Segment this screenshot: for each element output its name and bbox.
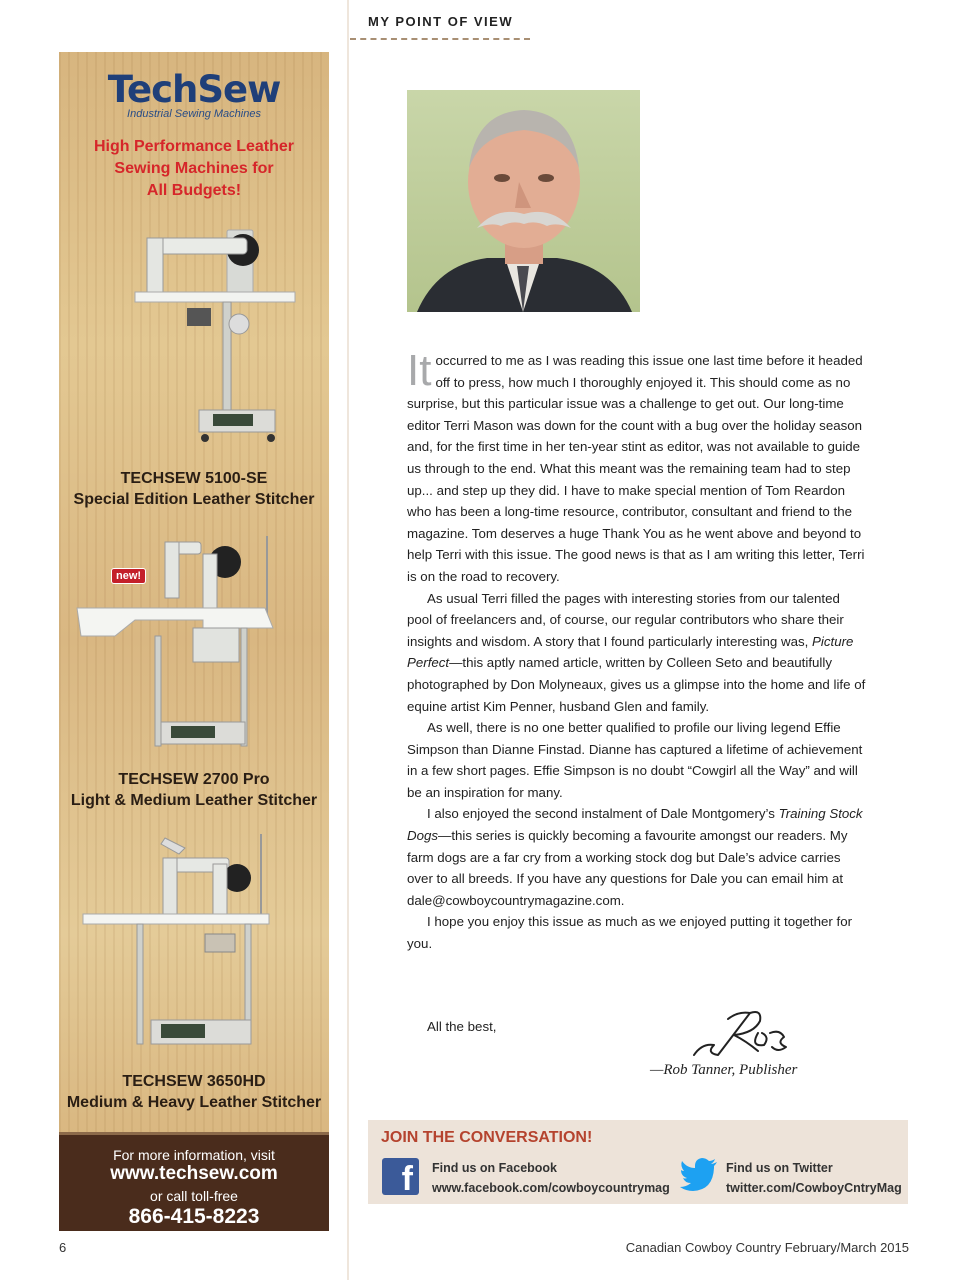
letter-paragraph-1-text: occurred to me as I was reading this issue one last time before it headed off to press, how much I thoroughly enjoyed it. This should come as no surprise, but this particular issue was a challenge to get out. Our long-time editor Terri Mason was down for the count with a bug over the holiday season and, for the first time in her ten-year stint as editor, was not available to guide us through to the end. What this meant was the remaining team had to step up... and step up they did. I have to make special mention of Tom Reardon who has been a long-time resource, contributor, consultant and friend to the magazine. Tom deserves a huge Thank You as he went above and beyond to help Terri with this issue. The good news is that as I am writing this letter, Terri is on the road to recovery. bbox=[407, 353, 865, 584]
sewing-machine-2700pro-image bbox=[75, 536, 280, 758]
ad-logo-subtitle: Industrial Sewing Machines bbox=[127, 108, 261, 120]
techsew-advertisement[interactable] bbox=[59, 52, 329, 1228]
letter-paragraph-5: I hope you enjoy this issue as much as we enjoyed putting it together for you. bbox=[407, 914, 853, 952]
publisher-photo bbox=[407, 90, 640, 312]
twitter-url[interactable]: twitter.com/CowboyCntryMag bbox=[726, 1181, 902, 1195]
ad-tagline-line-2: Sewing Machines for bbox=[114, 160, 274, 177]
ad-tagline-line-3: All Budgets! bbox=[146, 182, 242, 199]
section-rule bbox=[350, 38, 530, 40]
publisher-portrait-image bbox=[407, 90, 640, 312]
ad-info-text: For more information, visit bbox=[113, 1147, 275, 1163]
drop-cap: It bbox=[407, 346, 432, 395]
ad-model-3-name: TECHSEW 3650HD bbox=[122, 1073, 266, 1090]
publisher-signature bbox=[688, 1003, 792, 1061]
letter-paragraph-4 bbox=[407, 803, 867, 911]
page-number: 6 bbox=[59, 1240, 67, 1255]
join-conversation-box bbox=[368, 1120, 908, 1204]
ad-model-1-desc: Special Edition Leather Stitcher bbox=[73, 491, 315, 508]
letter-paragraph-2-text-a: As usual Terri filled the pages with interesting stories from our talented pool of freelancers and, of course, our regular contributors who share their insights and wisdom. A story that I found particularly interesting was, bbox=[407, 590, 844, 649]
ad-model-2-desc: Light & Medium Leather Stitcher bbox=[70, 792, 318, 809]
ad-model-2-name: TECHSEW 2700 Pro bbox=[118, 771, 270, 788]
training-stock-dogs-title: Training Stock Dogs bbox=[407, 806, 863, 844]
new-badge: new! bbox=[111, 568, 146, 584]
ad-model-3-desc: Medium & Heavy Leather Stitcher bbox=[66, 1094, 322, 1111]
join-title: JOIN THE CONVERSATION! bbox=[381, 1129, 593, 1146]
section-heading: MY POINT OF VIEW bbox=[368, 14, 514, 29]
ad-model-1-name: TECHSEW 5100-SE bbox=[120, 470, 268, 487]
twitter-label: Find us on Twitter bbox=[726, 1161, 833, 1175]
facebook-url[interactable]: www.facebook.com/cowboycountrymag bbox=[432, 1181, 670, 1195]
publication-line: Canadian Cowboy Country February/March 2015 bbox=[625, 1240, 909, 1255]
ad-website-link[interactable]: www.techsew.com bbox=[110, 1163, 278, 1184]
letter-paragraph-3: As well, there is no one better qualified to profile our living legend Effie Simpson than Dianne Finstad. Dianne has captured a lifetime of achievement in a few short pages. Effie Simpson is no doubt “Cowgirl all the Way” and will be an inspiration for many. bbox=[407, 720, 863, 800]
ad-phone-number[interactable]: 866-415-8223 bbox=[128, 1205, 260, 1228]
sewing-machine-5100se-image bbox=[127, 220, 307, 448]
letter-signoff: —Rob Tanner, Publisher bbox=[650, 1062, 798, 1078]
picture-perfect-title: Picture Perfect bbox=[407, 633, 854, 671]
ad-tagline-line-1: High Performance Leather bbox=[93, 138, 295, 155]
sewing-machine-3650hd-image bbox=[81, 834, 271, 1062]
letter-paragraph-4-text-b: —this series is quickly becoming a favourite amongst our readers. My farm dogs are a far cry from a working stock dog but Dale’s advice carries over to all breeds. If you have any questions for Dale you can email him at dale@cowboycountrymagazine.com. bbox=[407, 828, 848, 908]
letter-paragraph-1 bbox=[407, 346, 867, 588]
letter-closing: All the best, bbox=[427, 1019, 497, 1034]
facebook-icon[interactable]: f bbox=[382, 1158, 419, 1195]
facebook-link[interactable] bbox=[432, 1158, 670, 1198]
column-divider bbox=[347, 0, 349, 1280]
twitter-link[interactable] bbox=[726, 1158, 902, 1198]
facebook-label: Find us on Facebook bbox=[432, 1161, 558, 1175]
letter-paragraph-2 bbox=[407, 588, 867, 718]
ad-call-text: or call toll-free bbox=[150, 1188, 238, 1204]
ad-logo: TechSew bbox=[107, 68, 281, 111]
publisher-letter bbox=[407, 346, 867, 955]
twitter-icon[interactable] bbox=[680, 1158, 718, 1192]
letter-paragraph-2-text-b: —this aptly named article, written by Colleen Seto and beautifully photographed by Don Molyneaux, gives us a glimpse into the home and life of equine artist Kim Penner, husband Glen and family. bbox=[407, 655, 866, 714]
letter-paragraph-4-text-a: I also enjoyed the second instalment of Dale Montgomery’s bbox=[427, 806, 779, 822]
ad-contact-footer bbox=[59, 1132, 329, 1231]
